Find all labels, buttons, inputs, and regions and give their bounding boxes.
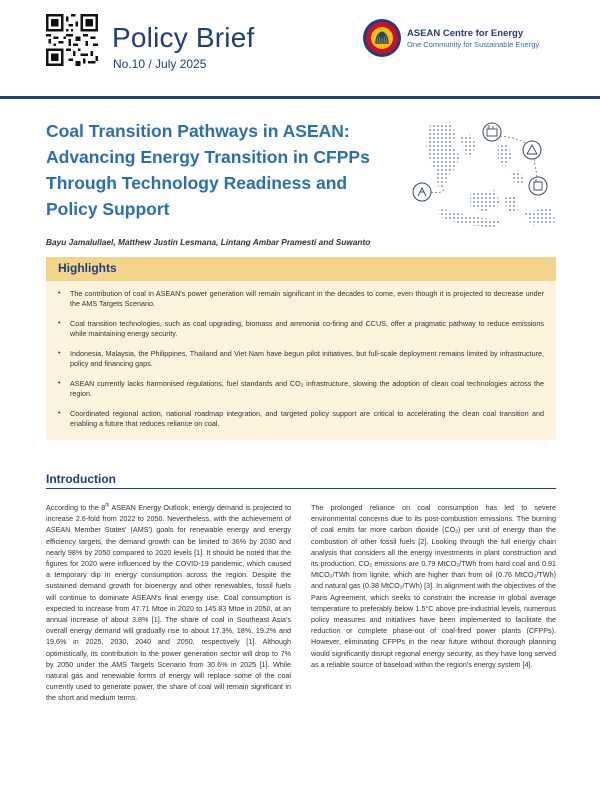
highlight-text: The contribution of coal in ASEAN's power generation will remain significant in the decades to come, even though it is projected to decrease under the AMS Targets Scenario. [70,289,544,308]
bullet-icon: • [58,350,61,357]
intro-column-right [311,502,556,670]
intro-paragraph: The prolonged reliance on coal consumption has led to severe environmental concerns due to its post-combustion emissions. The burning of coal emits far more carbon dioxide (CO₂) per unit of energy than the combustion of other fossil fuels [2]. Looking through the full energy chain analysis that considers all the energy investments in plant construction and its production, CO₂ emissions are 0.79 MtCO₂/TWh from hard coal and 0.91 MtCO₂/TWh from lignite, which are higher than from oil (0.76 MtCO₂/TWh) and natural gas (0.38 MtCO₂/TWh) [3]. In alignment with the objectives of the Paris Agreement, which seeks to constrain the increase in global average temperature to preferably below 1.5°C above pre-industrial levels, numerous policy measures and initiatives have been implemented to facilitate the reduction or complete phase-out of coal-fired power plants (CFPPs). However, eliminating CFPPs in the near future without thorough planning would significantly disrupt regional energy security, as they have long served as a reliable source of baseload within the region's energy system [4]. [311,503,556,669]
brief-title: Policy Brief [112,22,255,53]
header-divider [0,96,600,99]
highlight-item [58,379,544,399]
highlights-box [46,257,556,440]
authors: Bayu Jamalullael, Matthew Justin Lesmana, Lintang Ambar Pramesti and Suwanto [46,237,371,247]
highlight-item [58,409,544,429]
document-title [46,118,386,222]
intro-column-left [46,502,291,704]
org-tagline: One Community for Sustainable Energy [407,40,540,49]
highlights-list [46,281,556,429]
highlights-heading: Highlights [46,257,556,281]
intro-superscript: th [105,502,110,509]
highlight-item [58,289,544,309]
bullet-icon: • [58,380,61,387]
introduction-divider [46,488,556,489]
highlight-item [58,319,544,339]
intro-paragraph [46,502,291,704]
asean-map-illustration [400,116,560,246]
introduction-heading: Introduction [46,472,116,486]
intro-text: ASEAN Energy Outlook, energy demand is projected to increase 2.6-fold from 2022 to 2050. Nevertheless, with the achievement of ASEAN Member States' (AMS') goals for renewable energy and energy efficiency targets, the demand growth can be limited to 36% by 2030 and nearly 98% by 2050 compared to 2020 levels [1]. It should be noted that the figures for 2020 were influenced by the COVID-19 pandemic, which caused a temporary dip in energy consumption across the region. Despite the sustained demand growth for bioenergy and other renewables, fossil fuels will continue to dominate ASEAN's final energy use. Coal consumption is expected to increase from 47.71 Mtoe in 2020 to 145.83 Mtoe in 2050, at an annual increase of about 3.8% [1]. The share of coal in Southeast Asia's overall energy demand will gradually rise to about 17.3%, 18%, 19.2% and 19.6% in 2025, 2030, 2040 and 2050, respectively [1]. Although optimistically, its contribution to the power generation sector will drop to 7% by 2050 under the AMS Targets Scenario from 30.6% in 2025 [1]. While natural gas and renewable forms of energy will replace some of the coal currently used to generate power, the share of coal will remain significant in the short and medium terms. [46,503,291,703]
title-line: Coal Transition Pathways in ASEAN: [46,121,350,141]
title-line: Advancing Energy Transition in CFPPs [46,147,370,167]
intro-text: According to the 8 [46,503,106,512]
bullet-icon: • [58,320,61,327]
brief-number: No.10 / July 2025 [113,57,207,71]
highlight-text: Coordinated regional action, national roadmap integration, and targeted policy support are critical to accelerating the clean coal transition and enabling a future that reduces reliance on coal. [70,409,544,428]
title-line: Policy Support [46,199,170,219]
highlight-text: Indonesia, Malaysia, the Philippines, Thailand and Viet Nam have begun pilot initiatives, but full-scale deployment remains limited by infrastructure, policy and financing gaps. [70,349,544,368]
bullet-icon: • [58,290,61,297]
qr-code [46,14,98,66]
highlight-text: Coal transition technologies, such as coal upgrading, biomass and ammonia co-firing and CCUS, offer a pragmatic pathway to reduce emissions while maintaining energy security. [70,319,544,338]
highlight-text: ASEAN currently lacks harmonised regulations, fuel standards and CO₂ infrastructure, slowing the adoption of clean coal technologies across the region. [70,379,544,398]
ace-logo-icon [362,18,402,58]
bullet-icon: • [58,410,61,417]
highlight-item [58,349,544,369]
title-line: Through Technology Readiness and [46,173,348,193]
org-name: ASEAN Centre for Energy [407,28,524,39]
